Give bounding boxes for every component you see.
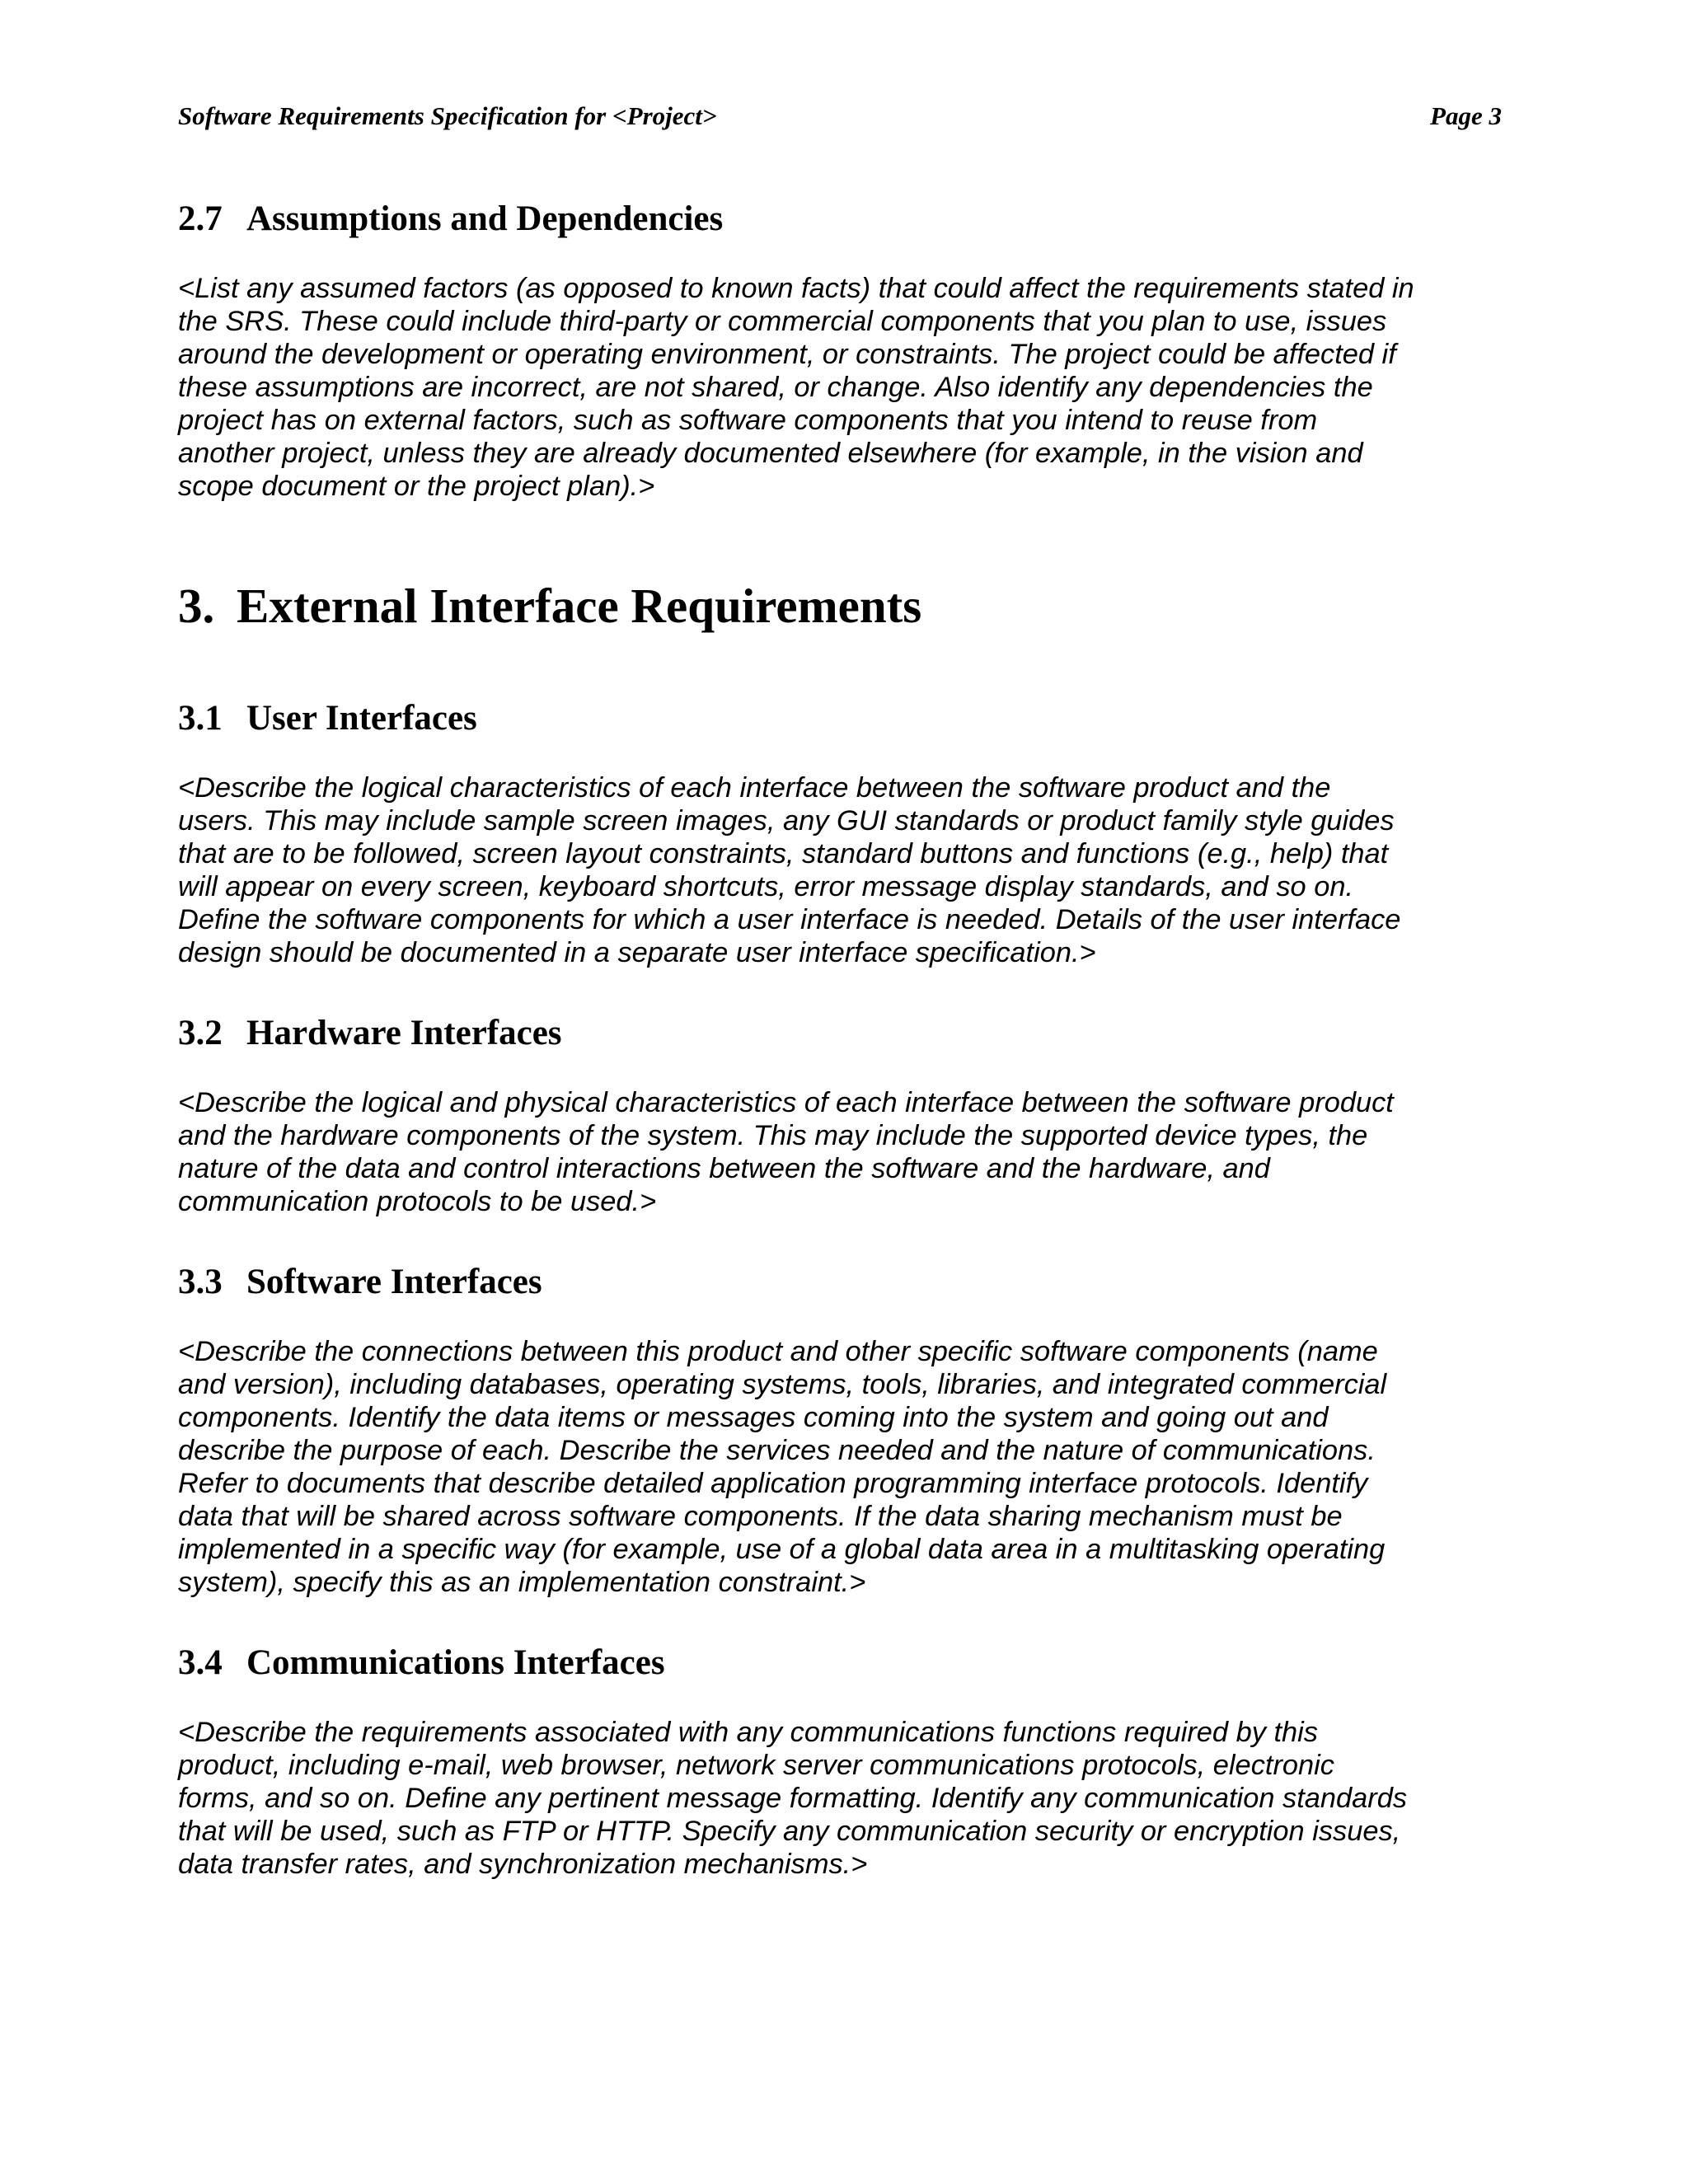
section-body-3-3 (178, 1335, 1512, 1599)
body-line: <List any assumed factors (as opposed to known facts) that could affect the requirements stated in (178, 273, 1414, 304)
section-body-3-2 (178, 1086, 1512, 1218)
section-heading-2-7 (178, 198, 1512, 241)
body-line: communication protocols to be used.> (178, 1186, 657, 1217)
header-title: Software Requirements Specification for <Project> (178, 101, 717, 130)
body-line: product, including e-mail, web browser, network server communications protocols, electronic (178, 1750, 1334, 1781)
document-content (178, 198, 1512, 1881)
body-line: system), specify this as an implementation constraint.> (178, 1567, 866, 1598)
section-heading-3-1 (178, 697, 1512, 740)
section-title: Software Interfaces (246, 1263, 542, 1301)
section-body-3-4 (178, 1716, 1512, 1881)
body-line: implemented in a specific way (for example, use of a global data area in a multitasking operating (178, 1534, 1386, 1565)
section-number: 2.7 (178, 199, 223, 238)
body-line: scope document or the project plan).> (178, 471, 655, 502)
section-number: 3.2 (178, 1014, 223, 1052)
chapter-heading-3 (178, 577, 1512, 635)
section-number: 3.3 (178, 1263, 223, 1301)
body-line: <Describe the logical characteristics of each interface between the software product and the (178, 772, 1331, 804)
chapter-title: External Interface Requirements (237, 579, 922, 633)
section-number: 3.1 (178, 699, 223, 738)
body-line: around the development or operating environment, or constraints. The project could be affected if (178, 339, 1396, 370)
body-line: that are to be followed, screen layout constraints, standard buttons and functions (e.g., help) that (178, 838, 1389, 869)
body-line: that will be used, such as FTP or HTTP. Specify any communication security or encryption issues, (178, 1816, 1401, 1847)
body-line: Refer to documents that describe detailed application programming interface protocols. Identify (178, 1468, 1368, 1499)
body-line: and the hardware components of the system. This may include the supported device types, the (178, 1120, 1368, 1151)
body-line: design should be documented in a separate user interface specification.> (178, 937, 1096, 968)
section-body-2-7 (178, 272, 1512, 503)
body-line: data transfer rates, and synchronization mechanisms.> (178, 1849, 868, 1880)
section-heading-3-2 (178, 1012, 1512, 1055)
section-title: User Interfaces (246, 699, 477, 738)
body-line: another project, unless they are already documented elsewhere (for example, in the vision and (178, 438, 1363, 469)
header-page-number: Page 3 (1430, 101, 1502, 130)
body-line: <Describe the connections between this product and other specific software components (name (178, 1336, 1378, 1367)
section-body-3-1 (178, 771, 1512, 969)
body-line: and version), including databases, operating systems, tools, libraries, and integrated commercial (178, 1369, 1387, 1400)
body-line: describe the purpose of each. Describe the services needed and the nature of communications. (178, 1435, 1376, 1466)
body-line: users. This may include sample screen images, any GUI standards or product family style guides (178, 805, 1395, 837)
body-line: the SRS. These could include third-party or commercial components that you plan to use, issues (178, 306, 1387, 337)
chapter-number: 3. (178, 579, 215, 633)
section-heading-3-3 (178, 1261, 1512, 1304)
section-title: Hardware Interfaces (246, 1014, 562, 1052)
section-heading-3-4 (178, 1642, 1512, 1685)
body-line: Define the software components for which a user interface is needed. Details of the user interface (178, 904, 1401, 935)
body-line: nature of the data and control interactions between the software and the hardware, and (178, 1153, 1270, 1184)
body-line: will appear on every screen, keyboard shortcuts, error message display standards, and so on. (178, 871, 1354, 902)
body-line: project has on external factors, such as software components that you intend to reuse from (178, 405, 1318, 436)
body-line: <Describe the logical and physical characteristics of each interface between the software product (178, 1087, 1394, 1118)
section-title: Assumptions and Dependencies (246, 199, 724, 238)
body-line: <Describe the requirements associated with any communications functions required by this (178, 1717, 1318, 1748)
running-header (178, 101, 1502, 132)
section-title: Communications Interfaces (246, 1643, 665, 1682)
body-line: data that will be shared across software components. If the data sharing mechanism must be (178, 1501, 1343, 1532)
body-line: components. Identify the data items or messages coming into the system and going out and (178, 1402, 1329, 1433)
body-line: these assumptions are incorrect, are not shared, or change. Also identify any dependencies the (178, 372, 1373, 403)
body-line: forms, and so on. Define any pertinent message formatting. Identify any communication standards (178, 1783, 1408, 1814)
section-number: 3.4 (178, 1643, 223, 1682)
